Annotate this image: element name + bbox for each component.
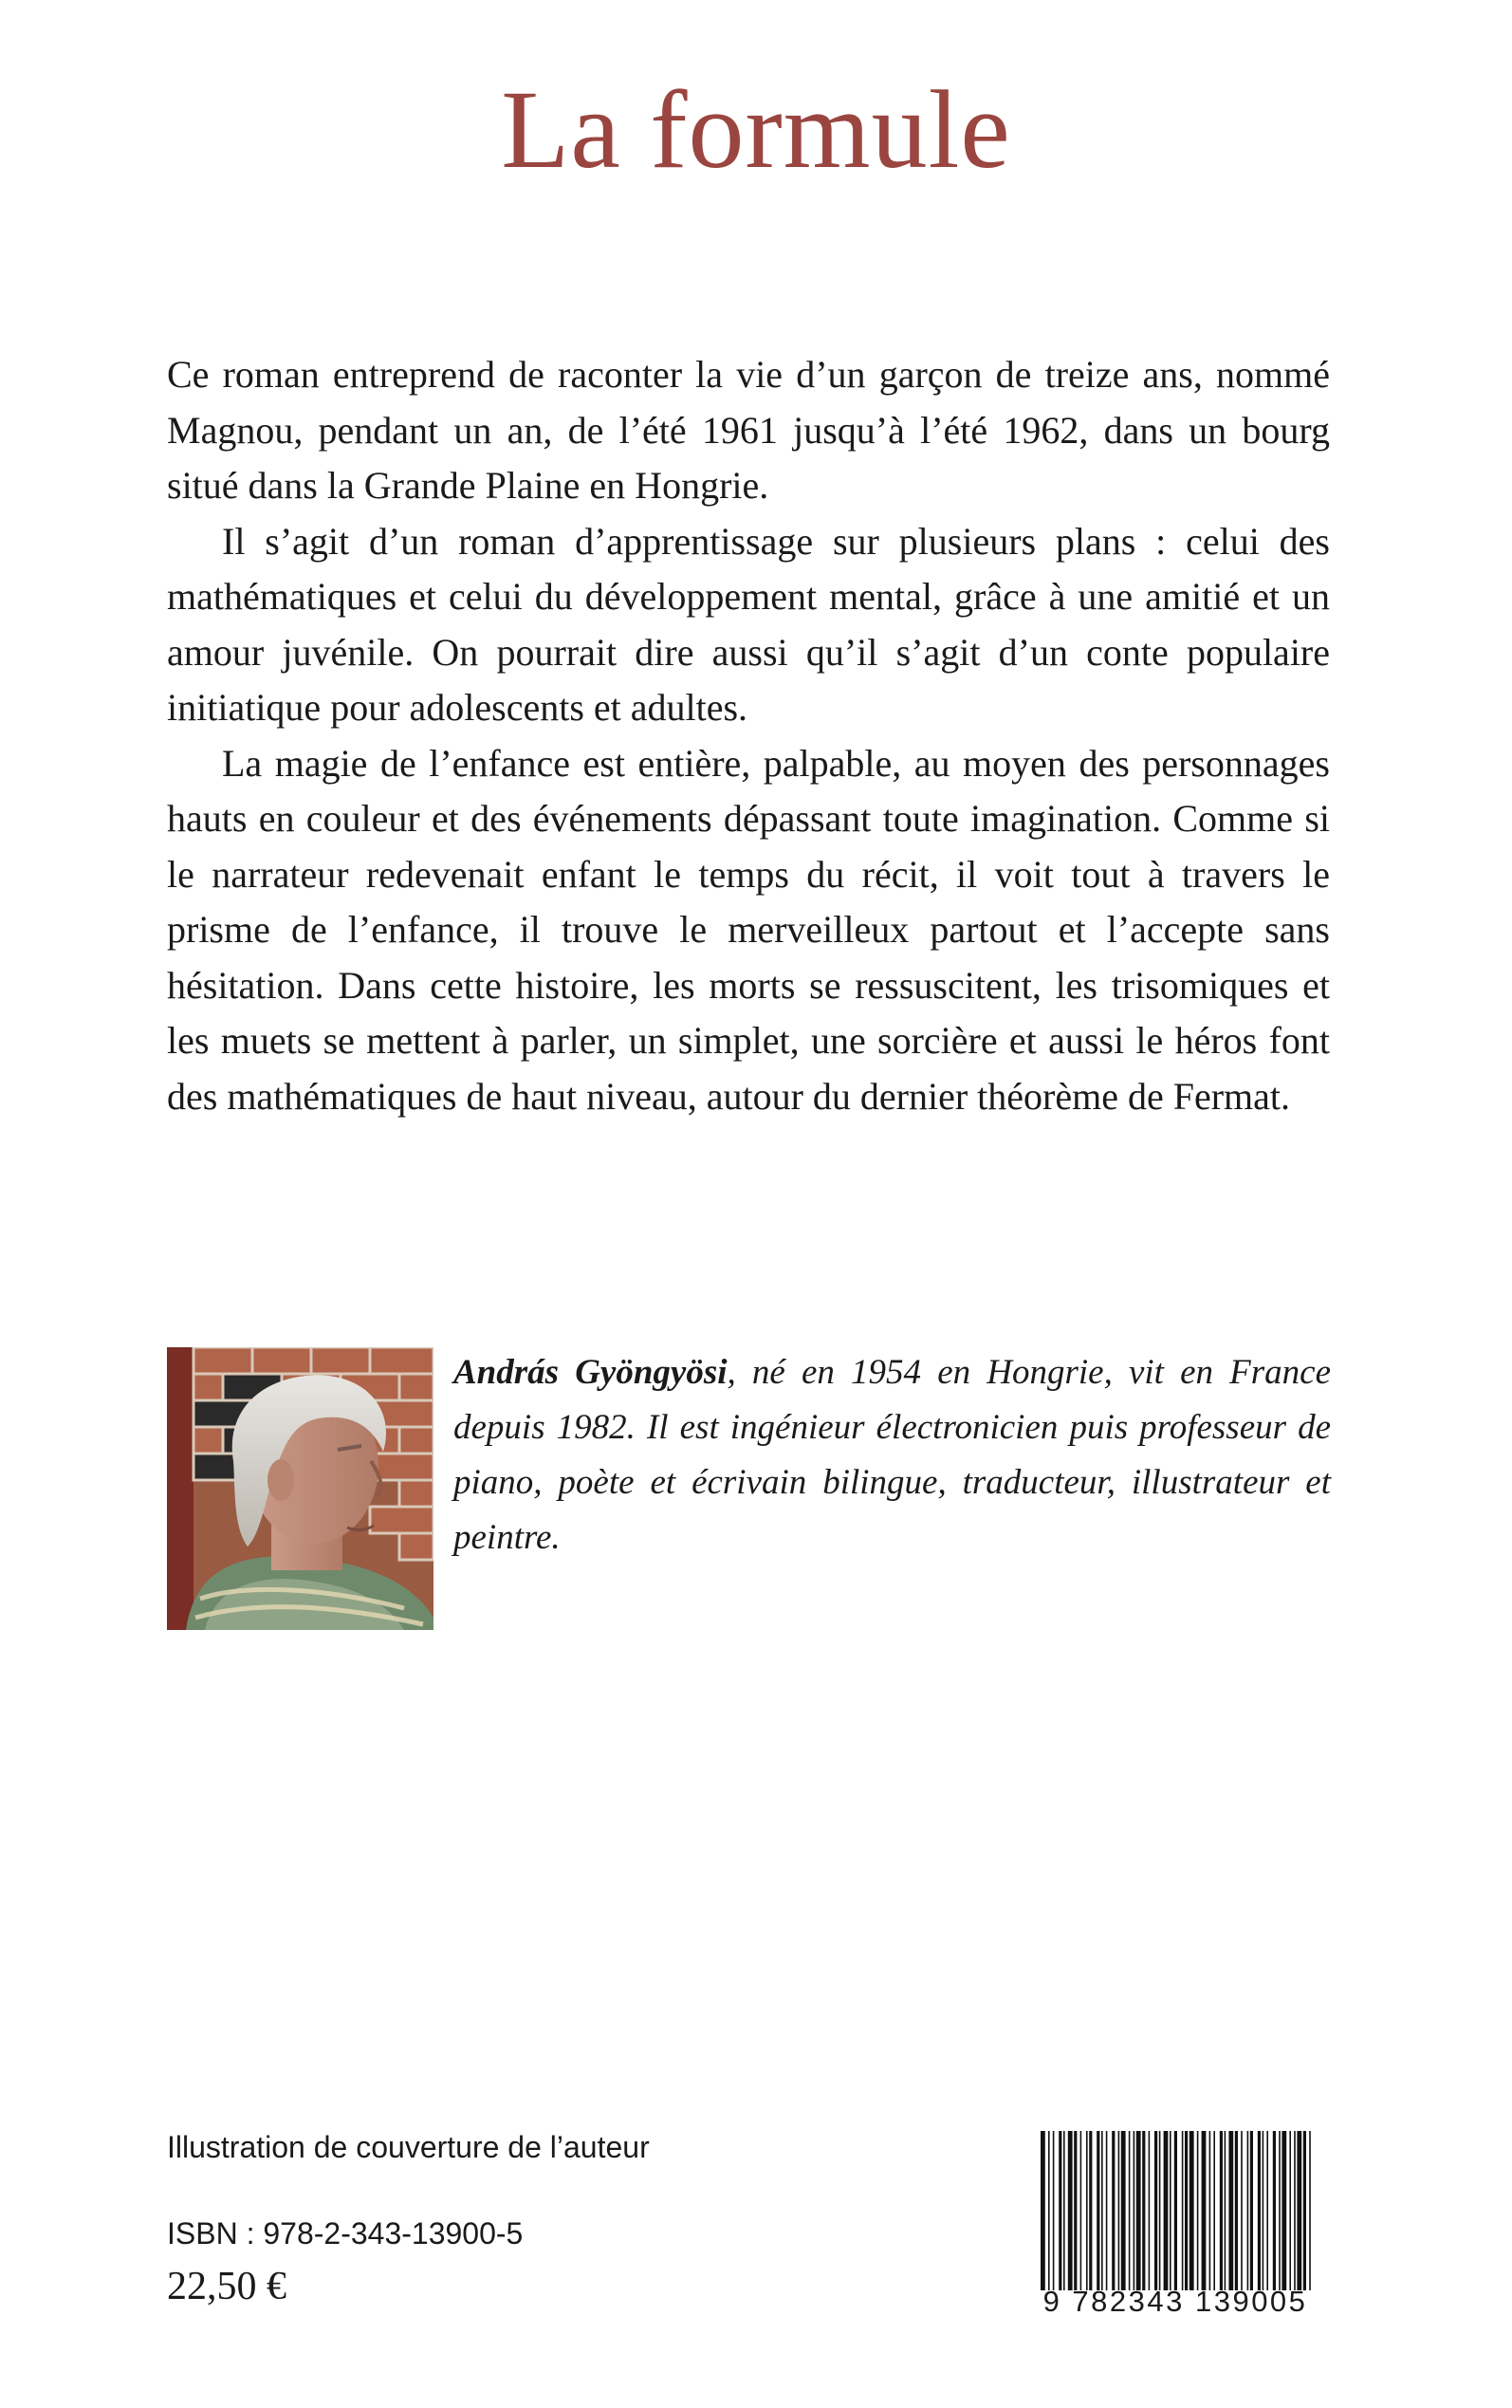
- barcode-bar: [1059, 2131, 1061, 2290]
- barcode-bar: [1273, 2131, 1276, 2290]
- barcode-bar: [1220, 2131, 1223, 2290]
- author-bio: [453, 1345, 1331, 1565]
- barcode-bar: [1228, 2131, 1233, 2290]
- barcode-bar: [1129, 2131, 1131, 2290]
- back-cover-summary: [167, 347, 1330, 1124]
- barcode-bar: [1202, 2131, 1207, 2290]
- barcode-bar: [1112, 2131, 1115, 2290]
- barcode-bar: [1263, 2131, 1264, 2290]
- barcode-bar: [1279, 2131, 1281, 2290]
- cover-illustration-credit: Illustration de couverture de l’auteur: [167, 2130, 650, 2164]
- summary-paragraph: La magie de l’enfance est entière, palpable, au moyen des personnages hauts en couleur et des événements dépassant toute imagination. Comme si le narrateur redevenait enfant le temps du récit, il voit tout à travers le prisme de l’enfance, il trouve le merveilleux partout et l’accepte sans hésitation. Dans cette histoire, les morts se ressuscitent, les trisomiques et les muets se mettent à parler, un simplet, une sorcière et aussi le héros font des mathématiques de haut niveau, autour du dernier théorème de Fermat.: [167, 741, 1330, 1118]
- barcode-bar: [1086, 2131, 1088, 2290]
- barcode-bar: [1185, 2131, 1188, 2290]
- barcode-bar: [1142, 2131, 1145, 2290]
- barcode-bar: [1174, 2131, 1177, 2290]
- barcode-bar: [1235, 2131, 1238, 2290]
- barcode-bar: [1303, 2131, 1306, 2290]
- barcode-bars: [1037, 2131, 1314, 2290]
- barcode-bar: [1159, 2131, 1161, 2290]
- barcode-bar: [1053, 2131, 1055, 2290]
- isbn: ISBN : 978-2-343-13900-5: [167, 2216, 524, 2251]
- barcode-bar: [1289, 2131, 1291, 2290]
- barcode-bar: [1266, 2131, 1268, 2290]
- barcode-bar: [1197, 2131, 1199, 2290]
- book-title: La formule: [501, 67, 1011, 192]
- barcode-bar: [1074, 2131, 1077, 2290]
- barcode-bar: [1121, 2131, 1126, 2290]
- author-bio-text: , né en 1954 en Hongrie, vit en France depuis 1982. Il est ingénieur électronicien puis professeur de piano, poète et écrivain bilingue, traducteur, illustrateur et peintre.: [453, 1353, 1331, 1557]
- barcode-bar: [1097, 2131, 1099, 2290]
- barcode-bar: [1209, 2131, 1211, 2290]
- barcode-bar: [1182, 2131, 1184, 2290]
- barcode-bar: [1213, 2131, 1215, 2290]
- barcode-bar: [1063, 2131, 1065, 2290]
- barcode-bar: [1297, 2131, 1301, 2290]
- summary-paragraph: Il s’agit d’un roman d’apprentissage sur plusieurs plans : celui des mathématiques et celui du développement mental, grâce à une amitié et un amour juvénile. On pourrait dire aussi qu’il s’agit d’un conte populaire initiatique pour adolescents et adultes.: [167, 519, 1330, 729]
- barcode-bar: [1089, 2131, 1092, 2290]
- barcode-bar: [1118, 2131, 1120, 2290]
- barcode-bar: [1068, 2131, 1073, 2290]
- isbn-barcode: [1037, 2131, 1314, 2321]
- barcode-bar: [1101, 2131, 1103, 2290]
- barcode-bar: [1149, 2131, 1151, 2290]
- barcode-bar: [1309, 2131, 1311, 2290]
- barcode-digits: 9 782343 139005: [1042, 2285, 1308, 2318]
- barcode-bar: [1258, 2131, 1261, 2290]
- barcode-bar: [1247, 2131, 1249, 2290]
- barcode-bar: [1080, 2131, 1082, 2290]
- barcode-bar: [1164, 2131, 1169, 2290]
- barcode-bar: [1048, 2131, 1050, 2290]
- barcode-bar: [1294, 2131, 1296, 2290]
- barcode-bar: [1241, 2131, 1243, 2290]
- price: 22,50 €: [167, 2265, 286, 2308]
- barcode-bar: [1189, 2131, 1194, 2290]
- barcode-bar: [1282, 2131, 1286, 2290]
- author-photo: [167, 1347, 433, 1630]
- barcode-bar: [1136, 2131, 1141, 2290]
- barcode-bar: [1225, 2131, 1226, 2290]
- barcode-bar: [1134, 2131, 1135, 2290]
- barcode-bar: [1106, 2131, 1108, 2290]
- author-name: András Gyöngyösi: [453, 1353, 728, 1392]
- barcode-bar: [1041, 2131, 1045, 2290]
- barcode-bar: [1250, 2131, 1253, 2290]
- barcode-bar: [1170, 2131, 1171, 2290]
- barcode-bar: [1154, 2131, 1157, 2290]
- summary-paragraph: Ce roman entreprend de raconter la vie d’un garçon de treize ans, nommé Magnou, pendant un an, de l’été 1961 jusqu’à l’été 1962, dans un bourg situé dans la Grande Plaine en Hongrie.: [167, 353, 1330, 507]
